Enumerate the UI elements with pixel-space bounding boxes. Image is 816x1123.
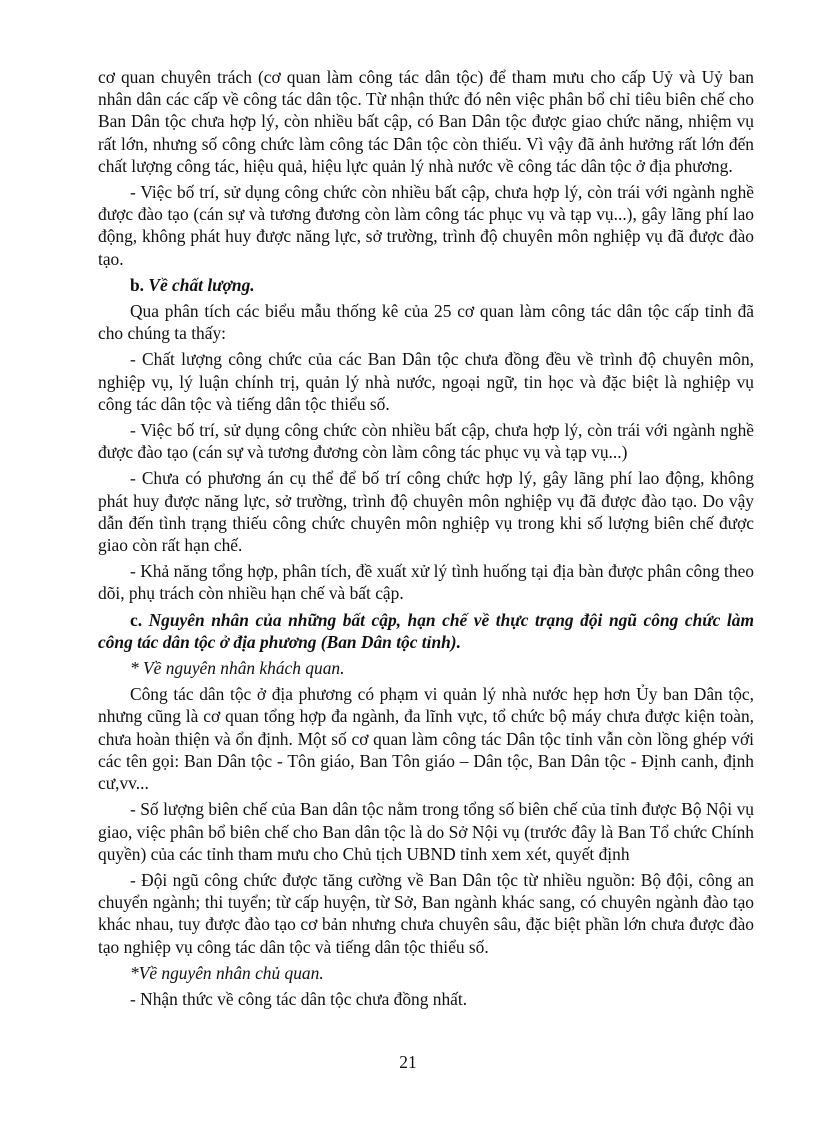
- section-heading-c: [98, 609, 754, 653]
- paragraph-no-plan: - Chưa có phương án cụ thể để bố trí công chức hợp lý, gây lãng phí lao động, không phát huy được năng lực, sở trường, trình độ chuyên môn nghiệp vụ đã được đào tạo. Do vậy dẫn đến tình trạng thiếu công chức chuyên môn nghiệp vụ trong khi số lượng biên chế được giao còn rất hạn chế.: [98, 468, 754, 556]
- paragraph-capability: - Khả năng tổng hợp, phân tích, đề xuất xử lý tình huống tại địa bàn được phân công theo dõi, phụ trách còn nhiều hạn chế và bất cập.: [98, 561, 754, 604]
- paragraph-arrangement: - Việc bố trí, sử dụng công chức còn nhiều bất cập, chưa hợp lý, còn trái với ngành nghề được đào tạo (cán sự và tương đương còn làm công tác phục vụ và tạp vụ...): [98, 420, 754, 463]
- paragraph-staffing-quota: - Số lượng biên chế của Ban dân tộc nằm trong tổng số biên chế của tỉnh được Bộ Nội vụ giao, việc phân bổ biên chế cho Ban dân tộc là do Sở Nội vụ (trước đây là Ban Tổ chức Chính quyền) của các tỉnh tham mưu cho Chủ tịch UBND tỉnh xem xét, quyết định: [98, 799, 754, 864]
- paragraph-analysis-intro: Qua phân tích các biểu mẫu thống kê của 25 cơ quan làm công tác dân tộc cấp tỉnh đã cho chúng ta thấy:: [98, 301, 754, 344]
- section-heading-c-text: Nguyên nhân của những bất cập, hạn chế về thực trạng đội ngũ công chức làm công tác dân tộc ở địa phương (Ban Dân tộc tỉnh).: [98, 609, 754, 652]
- page-number: 21: [399, 1052, 417, 1072]
- paragraph-continuation: cơ quan chuyên trách (cơ quan làm công tác dân tộc) để tham mưu cho cấp Uỷ và Uỷ ban nhân dân các cấp về công tác dân tộc. Từ nhận thức đó nên việc phân bổ chỉ tiêu biên chế cho Ban Dân tộc chưa hợp lý, còn nhiều bất cập, có Ban Dân tộc được giao chức năng, nhiệm vụ rất lớn, nhưng số công chức làm công tác Dân tộc còn thiếu. Vì vậy đã ảnh hưởng rất lớn đến chất lượng công tác, hiệu quả, hiệu lực quản lý nhà nước về công tác dân tộc ở địa phương.: [98, 67, 754, 176]
- paragraph-staff-sources: - Đội ngũ công chức được tăng cường về Ban Dân tộc từ nhiều nguồn: Bộ đội, công an chuyển ngành; thi tuyển; từ cấp huyện, từ Sở, Ban ngành khác sang, có chuyên ngành đào tạo khác nhau, tuy được đào tạo cơ bản nhưng chưa chuyên sâu, đặc biệt phần lớn chưa được đào tạo nghiệp vụ công tác dân tộc và tiếng dân tộc thiểu số.: [98, 869, 754, 957]
- paragraph-staff-arrangement: - Việc bố trí, sử dụng công chức còn nhiều bất cập, chưa hợp lý, còn trái với ngành nghề được đào tạo (cán sự và tương đương còn làm công tác phục vụ và tạp vụ...), gây lãng phí lao động, không phát huy được năng lực, sở trường, trình độ chuyên môn nghiệp vụ đã được đào tạo.: [98, 182, 754, 269]
- section-heading-b-lead: b.: [130, 274, 145, 295]
- section-heading-c-lead: c.: [130, 609, 143, 630]
- section-heading-b-text: Về chất lượng.: [148, 274, 255, 295]
- paragraph-quality: - Chất lượng công chức của các Ban Dân tộc chưa đồng đều về trình độ chuyên môn, nghiệp vụ, lý luận chính trị, quản lý nhà nước, ngoại ngữ, tin học và đặc biệt là nghiệp vụ công tác dân tộc và tiếng dân tộc thiểu số.: [98, 349, 754, 414]
- document-page: [98, 66, 754, 1010]
- subheading-subjective-causes: *Về nguyên nhân chủ quan.: [130, 962, 324, 983]
- section-heading-b: [98, 274, 754, 296]
- paragraph-awareness: - Nhận thức về công tác dân tộc chưa đồng nhất.: [130, 988, 468, 1009]
- subheading-objective-causes: * Về nguyên nhân khách quan.: [130, 658, 345, 679]
- paragraph-local-scope: Công tác dân tộc ở địa phương có phạm vi quản lý nhà nước hẹp hơn Ủy ban Dân tộc, nhưng cũng là cơ quan tổng hợp đa ngành, đa lĩnh vực, tổ chức bộ máy chưa được kiện toàn, chưa hoàn thiện và ổn định. Một số cơ quan làm công tác Dân tộc tỉnh vẫn còn lồng ghép với các tên gọi: Ban Dân tộc - Tôn giáo, Ban Tôn giáo – Dân tộc, Ban Dân tộc - Định canh, định cư,vv...: [98, 684, 754, 794]
